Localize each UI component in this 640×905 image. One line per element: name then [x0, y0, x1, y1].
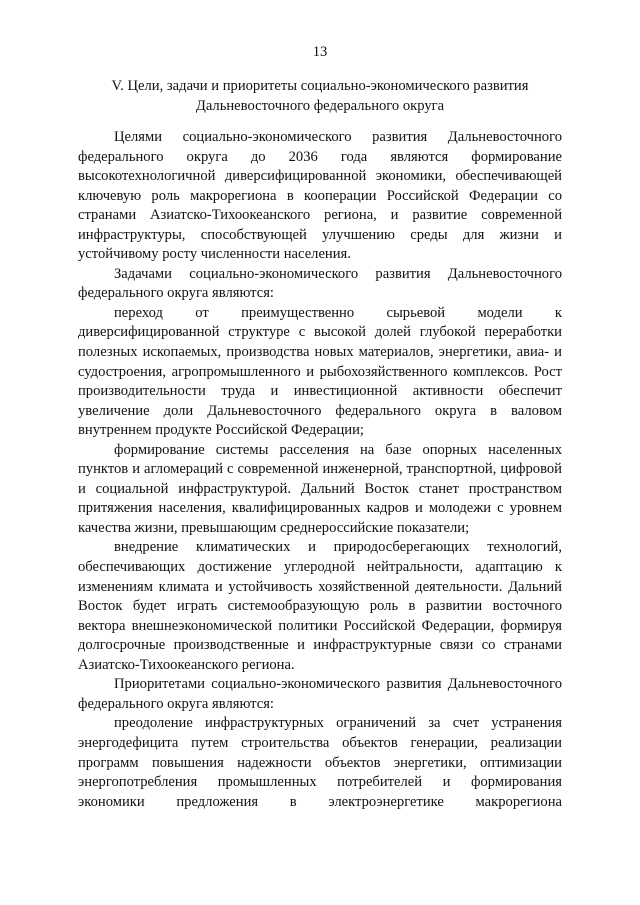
- paragraph-priority-infrastructure: преодоление инфраструктурных ограничений за счет устранения энергодефицита путем строительства объектов генерации, реализации программ повышения надежности объектов энергетики, оптимизации энергопотребления промышленных потребителей и формирования экономики предложения в электроэнергетике макрорегиона: [78, 715, 562, 810]
- page-number: 13: [312, 44, 328, 60]
- section-heading-line-2: Дальневосточного федерального округа: [195, 98, 445, 114]
- body-text: [78, 128, 562, 812]
- paragraph-task-climate: внедрение климатических и природосберегающих технологий, обеспечивающих достижение углеродной нейтральности, адаптацию к изменениям климата и устойчивость хозяйственной деятельности. Дальний Восток будет играть системообразующую роль в развитии восточного вектора внешнеэкономической политики Российской Федерации, формируя долгосрочные производственные и инфраструктурные связи со странами Азиатско-Тихоокеанского региона.: [78, 539, 562, 673]
- paragraph-task-transition: переход от преимущественно сырьевой модели к диверсифицированной структуре с высокой долей глубокой переработки полезных ископаемых, производства новых материалов, энергетики, авиа- и судостроения, агропромышленного и рыбохозяйственного комплексов. Рост производительности труда и инвестиционной активности обеспечит увеличение доли Дальневосточного федерального округа в валовом внутреннем продукте Российской Федерации;: [78, 304, 562, 439]
- paragraph-tasks-intro: Задачами социально-экономического развития Дальневосточного федерального округа являются:: [78, 265, 562, 302]
- paragraph-goals: Целями социально-экономического развития Дальневосточного федерального округа до 2036 года являются формирование высокотехнологичной диверсифицированной экономики, обеспечивающей ключевую роль макрорегиона в кооперации Российской Федерации со странами Азиатско-Тихоокеанского региона, и развитие современной инфраструктуры, способствующей улучшению среды для жизни и устойчивому росту численности населения.: [78, 129, 562, 263]
- section-heading-line-1: V. Цели, задачи и приоритеты социально-экономического развития: [111, 78, 529, 94]
- section-heading: [60, 76, 580, 116]
- paragraph-task-settlement: формирование системы расселения на базе опорных населенных пунктов и агломераций с современной инженерной, транспортной, цифровой и социальной инфраструктурой. Дальний Восток станет пространством притяжения населения, квалифицированных кадров и молодежи с уровнем качества жизни, превышающим среднероссийские показатели;: [78, 441, 562, 536]
- paragraph-priorities-intro: Приоритетами социально-экономического развития Дальневосточного федерального округа являются:: [78, 676, 562, 712]
